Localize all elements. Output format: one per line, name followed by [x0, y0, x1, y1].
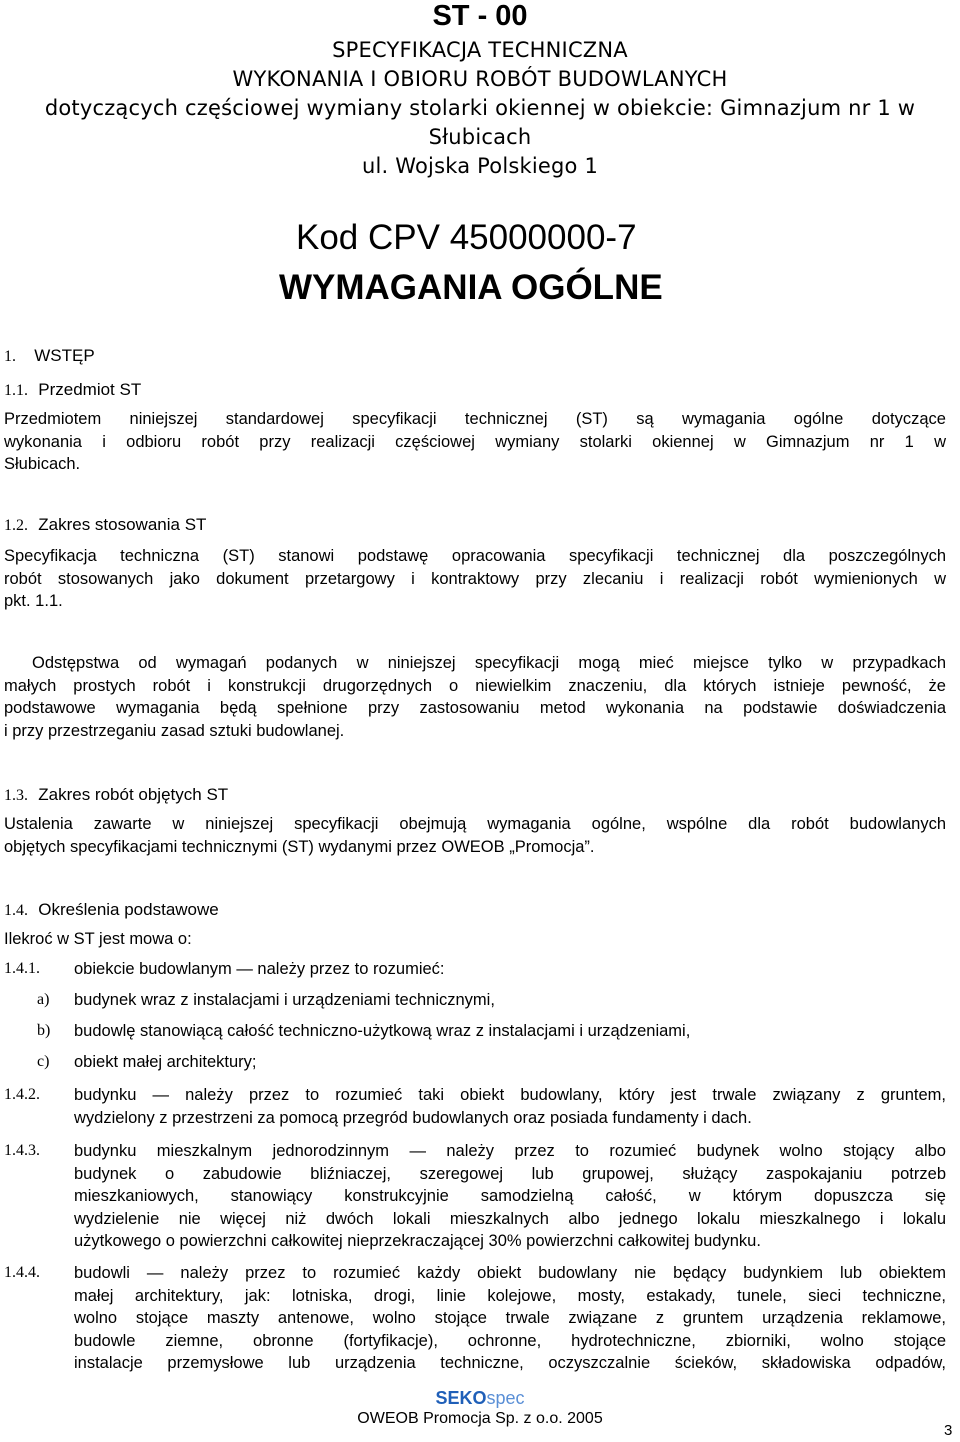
definition-number: 1.4.1. — [4, 960, 40, 977]
text-line: budynku — należy przez to rozumieć taki obiekt budowlany, który jest trwale związany z gruntem, — [74, 1086, 946, 1104]
section-1-2-paragraph-1 — [4, 545, 946, 613]
text-line: Specyfikacja techniczna (ST) stanowi podstawę opracowania specyfikacji technicznej dla poszczególnych — [4, 547, 946, 565]
header-line-2: WYKONANIA I OBIORU ROBÓT BUDOWLANYCH — [232, 67, 728, 91]
section-1-heading — [4, 346, 95, 366]
logo-part: spec — [486, 1388, 525, 1408]
definitions-intro: Ilekroć w ST jest mowa o: — [4, 930, 192, 948]
text-line: Ustalenia zawarte w niniejszej specyfikacji obejmują wymagania ogólne, wspólne dla robót budowlanych — [4, 815, 946, 833]
header-line-1: SPECYFIKACJA TECHNICZNA — [332, 38, 628, 62]
text-line: Słubicach. — [4, 455, 81, 473]
section-title: WSTĘP — [34, 346, 95, 365]
text-line: wydzielony z przestrzeni za pomocą przegród budowlanych oraz posiada fundamenty i dach. — [74, 1108, 752, 1127]
text-line: Przedmiotem niniejszej standardowej specyfikacji technicznej (ST) są wymagania ogólne dotyczące — [4, 410, 946, 428]
section-title: Przedmiot ST — [38, 380, 142, 399]
section-number: 1. — [4, 348, 16, 365]
logo-part: SEKO — [435, 1388, 487, 1408]
text-line: podstawowe wymagania będą spełnione przy zastosowaniu metod wykonania na podstawie doświadczenia — [4, 699, 946, 717]
definition-text — [74, 1084, 946, 1129]
definition-text — [74, 1140, 946, 1253]
section-title: Zakres stosowania ST — [38, 515, 207, 534]
text-line: małych prostych robót i konstrukcji drugorzędnych o niewielkim znaczeniu, dla których istnieje pewność, że — [4, 676, 946, 695]
definition-text: obiekcie budowlanym — należy przez to rozumieć: — [74, 960, 445, 978]
text-line: Odstępstwa od wymagań podanych w niniejszej specyfikacji mogą mieć miejsce tylko w przypadkach — [32, 654, 946, 672]
text-line: budynek o zabudowie bliźniaczej, szeregowej lub grupowej, służący zaspokajaniu potrzeb — [74, 1164, 946, 1183]
cpv-code: Kod CPV 45000000-7 — [296, 218, 637, 257]
section-number: 1.2. — [4, 517, 28, 534]
text-line: wykonania i odbioru robót przy realizacji częściowej wymiany stolarki okiennej w Gimnazjum nr 1 w — [4, 432, 946, 451]
header-line-3: dotyczących częściowej wymiany stolarki okiennej w obiekcie: Gimnazjum nr 1 w — [44, 96, 916, 120]
header-line-4: Słubicach — [428, 125, 532, 149]
text-line: wolno stojące maszty antenowe, wolno stojące trwale związane z gruntem urządzenia reklamowe, — [74, 1309, 946, 1327]
section-number: 1.3. — [4, 787, 28, 804]
section-1-3-heading — [4, 785, 228, 805]
section-number: 1.4. — [4, 902, 28, 919]
section-1-1-heading — [4, 380, 141, 400]
sekospec-logo — [0, 1388, 960, 1409]
page-number: 3 — [944, 1422, 953, 1439]
requirements-heading: WYMAGANIA OGÓLNE — [279, 268, 663, 307]
text-line: budowli — należy przez to rozumieć każdy obiekt budowlany nie będący budynkiem lub obiektem — [74, 1264, 946, 1282]
section-title: Zakres robót objętych ST — [38, 785, 229, 804]
section-1-2-paragraph-2 — [4, 652, 946, 742]
text-line: pkt. 1.1. — [4, 592, 63, 610]
definition-number: 1.4.3. — [4, 1142, 40, 1159]
list-marker: b) — [37, 1022, 51, 1039]
footer-company: OWEOB Promocja Sp. z o.o. 2005 — [357, 1410, 603, 1427]
text-line: mieszkaniowych, stanowiący konstrukcyjnie samodzielną całość, w którym dopuszcza się — [74, 1187, 946, 1205]
definition-text — [74, 1262, 946, 1375]
text-line: małej architektury, jak: lotniska, drogi, linie kolejowe, mosty, estakady, tunele, sieci techniczne, — [74, 1286, 946, 1305]
section-number: 1.1. — [4, 382, 28, 399]
text-line: i przy przestrzeganiu zasad sztuki budowlanej. — [4, 721, 345, 740]
definition-number: 1.4.2. — [4, 1086, 40, 1103]
document-code: ST - 00 — [432, 0, 528, 32]
text-line: użytkowego o powierzchni całkowitej nieprzekraczającej 30% powierzchni całkowitej budynku. — [74, 1232, 761, 1250]
section-1-3-paragraph — [4, 813, 946, 858]
header-line-5: ul. Wojska Polskiego 1 — [361, 154, 599, 178]
text-line: robót stosowanych jako dokument przetargowy i kontraktowy przy zlecaniu i realizacji robót wymienionych w — [4, 569, 946, 588]
list-item: budynek wraz z instalacjami i urządzeniami technicznymi, — [74, 991, 495, 1009]
list-marker: a) — [37, 991, 50, 1008]
text-line: wydzielenie nie więcej niż dwóch lokali mieszkalnych albo jednego lokalu mieszkalnego i lokalu — [74, 1209, 946, 1228]
definition-number: 1.4.4. — [4, 1264, 40, 1281]
text-line: budynku mieszkalnym jednorodzinnym — należy przez to rozumieć budynek wolno stojący albo — [74, 1142, 946, 1160]
list-marker: c) — [37, 1053, 50, 1070]
section-1-4-heading — [4, 900, 219, 920]
text-line: objętych specyfikacjami technicznymi (ST) wydanymi przez OWEOB „Promocja”. — [4, 837, 595, 856]
list-item: budowlę stanowiącą całość techniczno-użytkową wraz z instalacjami i urządzeniami, — [74, 1022, 691, 1040]
list-item: obiekt małej architektury; — [74, 1053, 257, 1071]
section-1-1-paragraph — [4, 408, 946, 476]
text-line: budowle ziemne, obronne (fortyfikacje), ochronne, hydrotechniczne, zbiorniki, wolno stojące — [74, 1331, 946, 1350]
text-line: instalacje przemysłowe lub urządzenia techniczne, oczyszczalnie ścieków, składowiska odpadów, — [74, 1354, 946, 1372]
section-title: Określenia podstawowe — [38, 900, 219, 919]
section-1-2-heading — [4, 515, 206, 535]
